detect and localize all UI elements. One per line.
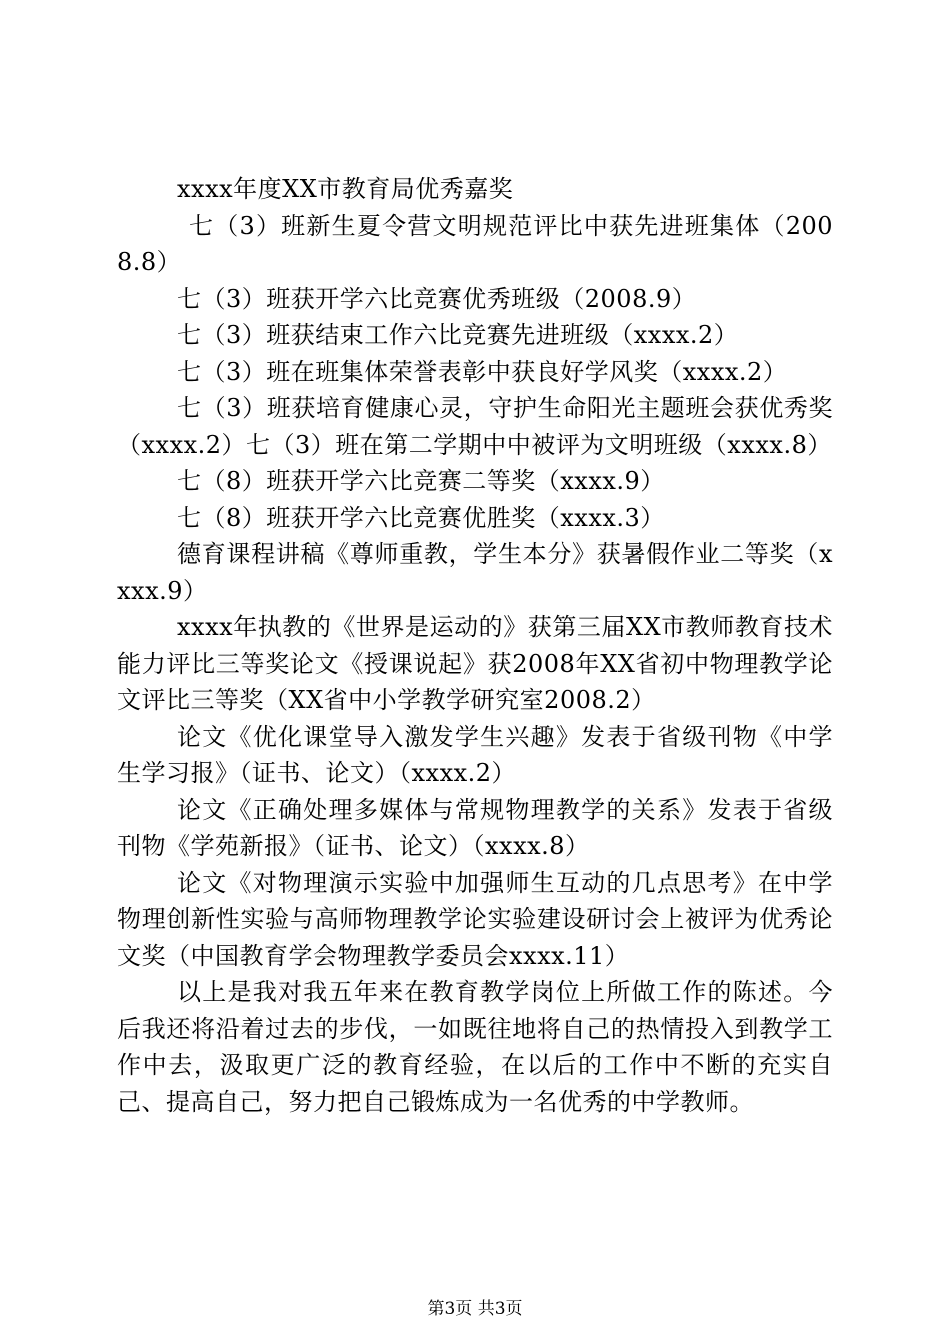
document-body bbox=[117, 171, 833, 1120]
paragraph-award-summer-camp: 七（3）班新生夏令营文明规范评比中获先进班集体（2008.8） bbox=[117, 211, 833, 276]
page-number-footer: 第3页 共3页 bbox=[427, 1299, 523, 1319]
paragraph-award-moral-lecture: 德育课程讲稿《尊师重教，学生本分》获暑假作业二等奖（xxxx.9） bbox=[117, 540, 833, 605]
paragraph-award-opening-competition: 七（3）班获开学六比竞赛优秀班级（2008.9） bbox=[177, 284, 697, 313]
paragraph-award-class8-second-prize: 七（8）班获开学六比竞赛二等奖（xxxx.9） bbox=[177, 467, 665, 495]
paragraph-award-class8-winner: 七（8）班获开学六比竞赛优胜奖（xxxx.3） bbox=[177, 503, 665, 532]
paragraph-award-class-meeting: 七（3）班获培育健康心灵，守护生命阳光主题班会获优秀奖（xxxx.2）七（3）班在第二学期中中被评为文明班级（xxxx.8） bbox=[117, 394, 833, 459]
paragraph-paper-classroom-intro: 论文《优化课堂导入激发学生兴趣》发表于省级刊物《中学生学习报》（证书、论文）（xxxx.2） bbox=[117, 722, 833, 787]
paragraph-award-teaching-tech: xxxx年执教的《世界是运动的》获第三届XX市教师教育技术能力评比三等奖论文《授课说起》获2008年XX省初中物理教学论文评比三等奖（XX省中小学教学研究室2008.2） bbox=[117, 613, 833, 714]
paragraph-award-closing-competition: 七（3）班获结束工作六比竞赛先进班级（xxxx.2） bbox=[177, 321, 739, 349]
paragraph-conclusion: 以上是我对我五年来在教育教学岗位上所做工作的陈述。今后我还将沿着过去的步伐，一如既往地将自己的热情投入到教学工作中去，汲取更广泛的教育经验，在以后的工作中不断的充实自己、提高自己，努力把自己锻炼成为一名优秀的中学教师。 bbox=[117, 978, 833, 1116]
paragraph-award-city-commendation: xxxx年度XX市教育局优秀嘉奖 bbox=[177, 175, 514, 203]
paragraph-award-study-style: 七（3）班在班集体荣誉表彰中获良好学风奖（xxxx.2） bbox=[177, 357, 788, 386]
paragraph-paper-demo-experiment: 论文《对物理演示实验中加强师生互动的几点思考》在中学物理创新性实验与高师物理教学论实验建设研讨会上被评为优秀论文奖（中国教育学会物理教学委员会xxxx.11） bbox=[117, 868, 833, 970]
paragraph-paper-multimedia: 论文《正确处理多媒体与常规物理教学的关系》发表于省级刊物《学苑新报》（证书、论文）（xxxx.8） bbox=[117, 795, 833, 860]
